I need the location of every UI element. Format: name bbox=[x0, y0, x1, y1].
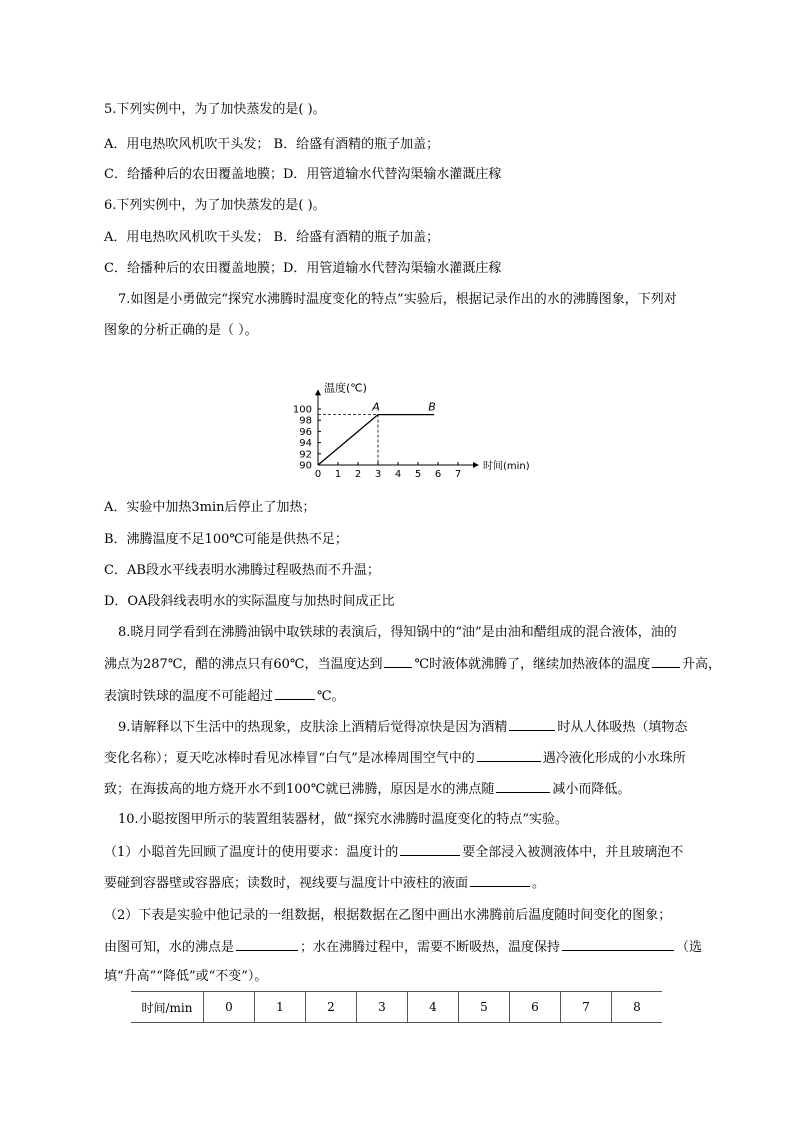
q10-part1-text-c: 要碰到容器壁或容器底；读数时，视线要与温度计中液柱的液面 bbox=[104, 876, 469, 891]
q10-part2-line1: （2）下表是实验中他记录的一组数据，根据数据在乙图中画出水沸腾前后温度随时间变化的图象； bbox=[104, 908, 672, 923]
y-tick-label: 90 bbox=[299, 460, 312, 472]
x-tick-label: 3 bbox=[374, 469, 382, 480]
q5-options-ab: A．用电热吹风机吹干头发； B．给盛有酒精的瓶子加盖； bbox=[104, 137, 440, 152]
x-axis-arrow bbox=[473, 462, 479, 468]
table-cell: 7 bbox=[561, 992, 612, 1023]
q10-part1-text-b: 要全部浸入被测液体中，并且玻璃泡不 bbox=[462, 845, 684, 860]
q8-line2 bbox=[104, 655, 721, 674]
point-label-b: B bbox=[428, 400, 436, 414]
x-tick-label: 1 bbox=[334, 469, 342, 480]
y-tick-label: 96 bbox=[299, 426, 312, 438]
q10-blank-2[interactable] bbox=[470, 874, 530, 887]
q9-line2-text-b: 遇冷液化形成的小水珠所 bbox=[542, 751, 686, 766]
x-axis-label: 时间(min) bbox=[483, 461, 530, 472]
q7-stem-line2: 图象的分析正确的是（ ）。 bbox=[104, 323, 258, 338]
q9-line3-text-a: 致；在海拔高的地方烧开水不到100℃就已沸腾，原因是水的沸点随 bbox=[104, 782, 495, 797]
q7-option-a: A．实验中加热3min后停止了加热； bbox=[104, 500, 316, 515]
q8-line2-text-a: 沸点为287℃，醋的沸点只有60℃，当温度达到 bbox=[104, 657, 383, 672]
q10-part2-text-a: 由图可知，水的沸点是 bbox=[104, 940, 235, 955]
table-cell: 8 bbox=[612, 992, 663, 1023]
q9-line1-text-a: 9.请解释以下生活中的热现象，皮肤涂上酒精后觉得凉快是因为酒精 bbox=[118, 720, 508, 735]
table-cell: 2 bbox=[306, 992, 357, 1023]
q10-part1-line1 bbox=[104, 843, 683, 862]
q9-line3-text-b: 减小而降低。 bbox=[552, 782, 631, 797]
y-tick-label: 98 bbox=[299, 415, 312, 427]
q9-blank-2[interactable] bbox=[477, 749, 541, 762]
q10-part1-line2 bbox=[104, 874, 545, 893]
q8-blank-1[interactable] bbox=[384, 655, 412, 668]
x-tick-label: 5 bbox=[414, 469, 422, 480]
y-tick-label: 100 bbox=[292, 404, 312, 416]
q8-line2-text-c: 升高， bbox=[682, 657, 722, 672]
y-tick-label: 92 bbox=[299, 449, 312, 461]
boiling-graph bbox=[285, 343, 545, 493]
q7-option-d: D．OA段斜线表明水的实际温度与加热时间成正比 bbox=[104, 594, 395, 609]
x-tick-label: 0 bbox=[314, 469, 322, 480]
x-tick-label: 2 bbox=[354, 469, 362, 480]
y-axis-label: 温度(℃) bbox=[324, 381, 367, 395]
q9-blank-1[interactable] bbox=[509, 718, 555, 731]
q9-blank-3[interactable] bbox=[496, 780, 550, 793]
q6-options-ab: A．用电热吹风机吹干头发； B．给盛有酒精的瓶子加盖； bbox=[104, 230, 440, 245]
x-tick-label: 6 bbox=[434, 469, 442, 480]
q10-blank-1[interactable] bbox=[400, 843, 460, 856]
q8-line3 bbox=[104, 687, 345, 706]
q10-part1-text-d: 。 bbox=[532, 876, 546, 891]
data-table bbox=[131, 991, 662, 1023]
x-tick-label: 7 bbox=[454, 469, 462, 480]
point-label-a: A bbox=[372, 400, 380, 414]
q8-line1: 8.晓月同学看到在沸腾油锅中取铁球的表演后，得知锅中的“油”是由油和醋组成的混合液体，油的 bbox=[118, 625, 677, 640]
q8-blank-3[interactable] bbox=[275, 687, 315, 700]
q6-stem: 6.下列实例中，为了加快蒸发的是( )。 bbox=[104, 198, 326, 213]
q7-option-b: B．沸腾温度不足100℃可能是供热不足； bbox=[104, 532, 348, 547]
x-tick-label: 4 bbox=[394, 469, 402, 480]
q5-options-cd: C．给播种后的农田覆盖地膜；D．用管道输水代替沟渠输水灌溉庄稼 bbox=[104, 167, 502, 182]
q5-stem: 5.下列实例中，为了加快蒸发的是( )。 bbox=[104, 102, 326, 117]
q10-blank-3[interactable] bbox=[236, 938, 298, 951]
table-row bbox=[131, 992, 662, 1023]
q10-part2-line3: 填“升高”“降低”或“不变”）。 bbox=[104, 969, 268, 984]
table-cell: 1 bbox=[255, 992, 306, 1023]
q10-blank-4[interactable] bbox=[562, 938, 674, 951]
table-cell: 5 bbox=[459, 992, 510, 1023]
q9-line3 bbox=[104, 780, 630, 799]
q10-part2-line2 bbox=[104, 938, 702, 957]
table-cell: 6 bbox=[510, 992, 561, 1023]
q7-stem-line1: 7.如图是小勇做完“探究水沸腾时温度变化的特点”实验后，根据记录作出的水的沸腾图象，下列对 bbox=[118, 292, 677, 307]
q7-option-c: C．AB段水平线表明水沸腾过程吸热而不升温； bbox=[104, 563, 380, 578]
q10-part2-text-b: ；水在沸腾过程中，需要不断吸热，温度保持 bbox=[300, 940, 561, 955]
series-line bbox=[318, 415, 434, 465]
q10-stem: 10.小聪按图甲所示的装置组装器材，做“探究水沸腾时温度变化的特点”实验。 bbox=[118, 812, 568, 827]
q10-part1-text-a: （1）小聪首先回顾了温度计的使用要求：温度计的 bbox=[104, 845, 399, 860]
table-cell: 4 bbox=[408, 992, 459, 1023]
table-cell: 0 bbox=[204, 992, 255, 1023]
y-tick-label: 94 bbox=[299, 438, 312, 450]
q8-line3-text-b: ℃。 bbox=[317, 689, 345, 704]
q8-line3-text-a: 表演时铁球的温度不可能超过 bbox=[104, 689, 274, 704]
table-cell: 3 bbox=[357, 992, 408, 1023]
q9-line1 bbox=[118, 718, 687, 737]
q10-part2-text-c: （选 bbox=[676, 940, 703, 955]
q9-line2 bbox=[104, 749, 686, 768]
q6-options-cd: C．给播种后的农田覆盖地膜；D．用管道输水代替沟渠输水灌溉庄稼 bbox=[104, 261, 502, 276]
q8-blank-2[interactable] bbox=[652, 655, 680, 668]
q8-line2-text-b: ℃时液体就沸腾了，继续加热液体的温度 bbox=[414, 657, 650, 672]
y-axis-arrow bbox=[315, 389, 321, 395]
table-header-cell: 时间/min bbox=[131, 992, 204, 1023]
q9-line2-text-a: 变化名称）；夏天吃冰棒时看见冰棒冒“白气”是冰棒周围空气中的 bbox=[104, 751, 475, 766]
q9-line1-text-b: 时从人体吸热（填物态 bbox=[557, 720, 688, 735]
